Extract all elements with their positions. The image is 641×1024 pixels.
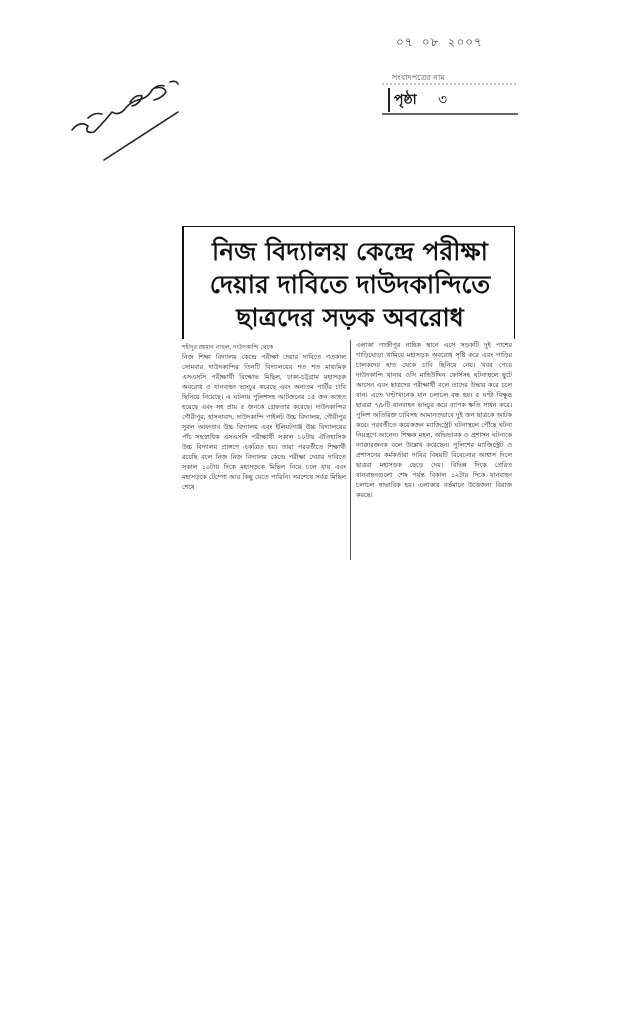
- headline-line-3: ছাত্রদের সড়ক অবরোধ: [236, 303, 464, 332]
- article-column-right: এলাকা গাজীপুর নাহিক স্থানে এসে সড়কটি দুই পাশের গাড়িঘোড়া থামিয়ে মহাসড়ক অবরোধ সৃষ্টি করে এবং গাড়ির চালকদের হাত থেকে চাবি ছিনিয়ে নেয়। খবর পেয়ে দাউদকান্দি থানার ওসি মাহিউদ্দিন ফোর্সসহ ঘটনাস্থলে ছুটে আসেন এবং ছাত্রদের পরীক্ষার্থী বলে তাদের উদ্ধার করে চলে যান। এতে ঘণ্টাখানেক যান চলাচল বন্ধ হয়। ৫ ঘণ্টা বিক্ষুব্ধ ছাত্ররা ৭/৮টি যানবাহন ভাংচুর করে ব্যাপক ক্ষতি সাধন করে। পুলিশ অতিরিক্ত চাবিসহ আমানতভাবে দুই জন ছাত্রকে আটক করে। পরবর্তীতে কয়েকজন ম্যাজিস্ট্রেট ঘটনাস্থলে পৌঁছে ঘটনা নিয়ন্ত্রণে আনেন। শিক্ষক মহল, অভিভাবক ও প্রশাসন ঘটনাকে ন্যাক্কারজনক বলে উল্লেখ করেছেন। পুলিশের ম্যাজিস্ট্রেট ও প্রশাসনের কর্মকর্তারা দাবির বিষয়টি বিবেচনার আশ্বাস দিলে ছাত্ররা মহাসড়ক ছেড়ে দেয়। বিভিন্ন দিকে প্রেরিত যানবাহনগুলো শেষ পর্যন্ত বিকাল ১২টার দিকে যানবাহন চলাচল স্বাভাবিক হয়। এলাকায় বর্তমানে উত্তেজনা বিরাজ করছে।: [356, 341, 512, 499]
- headline: [194, 235, 506, 334]
- handwritten-note: [60, 60, 200, 170]
- byline: শহীদুর রহমান নাহুল, দাউদকান্দি থেকে: [182, 344, 274, 351]
- date-stamp: ০৭ ০৮ ২০০৭: [396, 35, 483, 49]
- headline-line-2: দেয়ার দাবিতে দাউদকান্দিতে: [209, 270, 491, 299]
- article-column-left: নিজ শিক্ষা বিদ্যালয় কেন্দ্রে পরীক্ষা দেয়ার দাবিতে গতকাল সোমবার দাউদকান্দির তিনটি বিদ্যালয়ের শত শত মাধ্যমিক এসএসসি পরীক্ষার্থী বিক্ষোভ মিছিল, ঢাকা-চট্টগ্রাম মহাসড়ক অবরোধ ও যানবাহন ভাংচুর করেছে এবং অন্যতম পার্টির চাবি ছিনিয়ে নিয়েছে। এ ঘটনায় পুলিশসহ আটজনের ১৫ জন আহত হয়েছে এবং সহ প্রায় ৫ জনকে গ্রেফতার করেছে। দাউদকান্দির গৌরীপুর, হাসনাবাদ, দাউদকান্দি পাইলট উচ্চ বিদ্যালয়, গৌরীপুর সুবল আফতাব উচ্চ বিদ্যালয় এবং ইলিয়টগঞ্জ উচ্চ বিদ্যালয়ের পাঁচ সহস্রাধিক এসএসসি পরীক্ষার্থী সকাল ১০টায় ঐতিহাসিক উচ্চ বিদ্যালয় প্রাঙ্গণে একত্রিত হয়। তারা পরবর্তীতে শিক্ষার্থী রয়েছি বলে নিজ নিজ বিদ্যালয় কেন্দ্রে পরীক্ষা দেয়ার দাবিতে সকাল ১০টায় দিকে মহাসড়কে মিছিল নিয়ে চলে যায় এবং মহাসড়কে টেম্পো আর কিছু যেতে পারিনি। সবশেষে সর্বত্র মিছিল শেষে: [182, 353, 346, 491]
- column-divider: [350, 340, 351, 560]
- stamp-page-value: ৩: [438, 92, 448, 108]
- archive-stamp: [380, 70, 520, 116]
- headline-box: [182, 226, 515, 339]
- headline-line-1: নিজ বিদ্যালয় কেন্দ্রে পরীক্ষা: [212, 237, 488, 266]
- newspaper-clipping: [178, 226, 518, 566]
- stamp-page-label: পৃষ্ঠা: [388, 88, 417, 112]
- stamp-ref: সংবাদপত্রের নাম: [392, 73, 445, 82]
